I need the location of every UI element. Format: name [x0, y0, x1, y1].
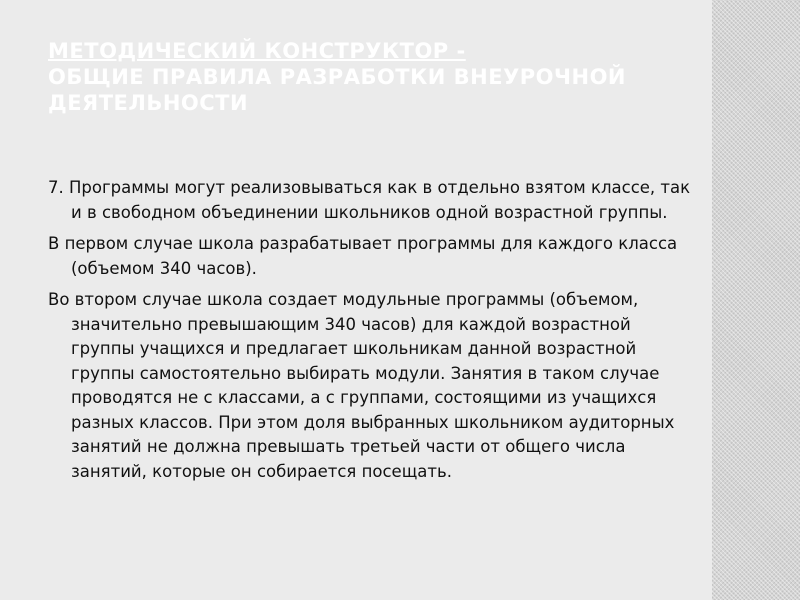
slide-title-line-3: ДЕЯТЕЛЬНОСТИ [48, 91, 249, 115]
body-paragraph-rule-7: 7. Программы могут реализовываться как в отдельно взятом классе, так и в свободном объединении школьников одной возрастной группы. [48, 178, 691, 222]
decorative-side-strip [712, 0, 800, 600]
body-paragraph-first-case: В первом случае школа разрабатывает программы для каждого класса (объемом 340 часов). [48, 234, 678, 278]
slide-title-line-2: ОБЩИЕ ПРАВИЛА РАЗРАБОТКИ ВНЕУРОЧНОЙ [48, 65, 627, 89]
body-paragraph-second-case: Во втором случае школа создает модульные программы (объемом, значительно превышающим 340 часов) для каждой возрастной группы учащихся и предлагает школьникам данной возрастной группы самостоятельно выбирать модули. Занятия в таком случае проводятся не с классами, а с группами, состоящими из учащихся разных классов. При этом доля выбранных школьником аудиторных занятий не должна превышать третьей части от общего числа занятий, которые он собирается посещать. [48, 290, 675, 481]
slide-body [48, 176, 698, 491]
slide-title [48, 38, 648, 116]
slide-title-line-1: МЕТОДИЧЕСКИЙ КОНСТРУКТОР - [48, 39, 466, 63]
